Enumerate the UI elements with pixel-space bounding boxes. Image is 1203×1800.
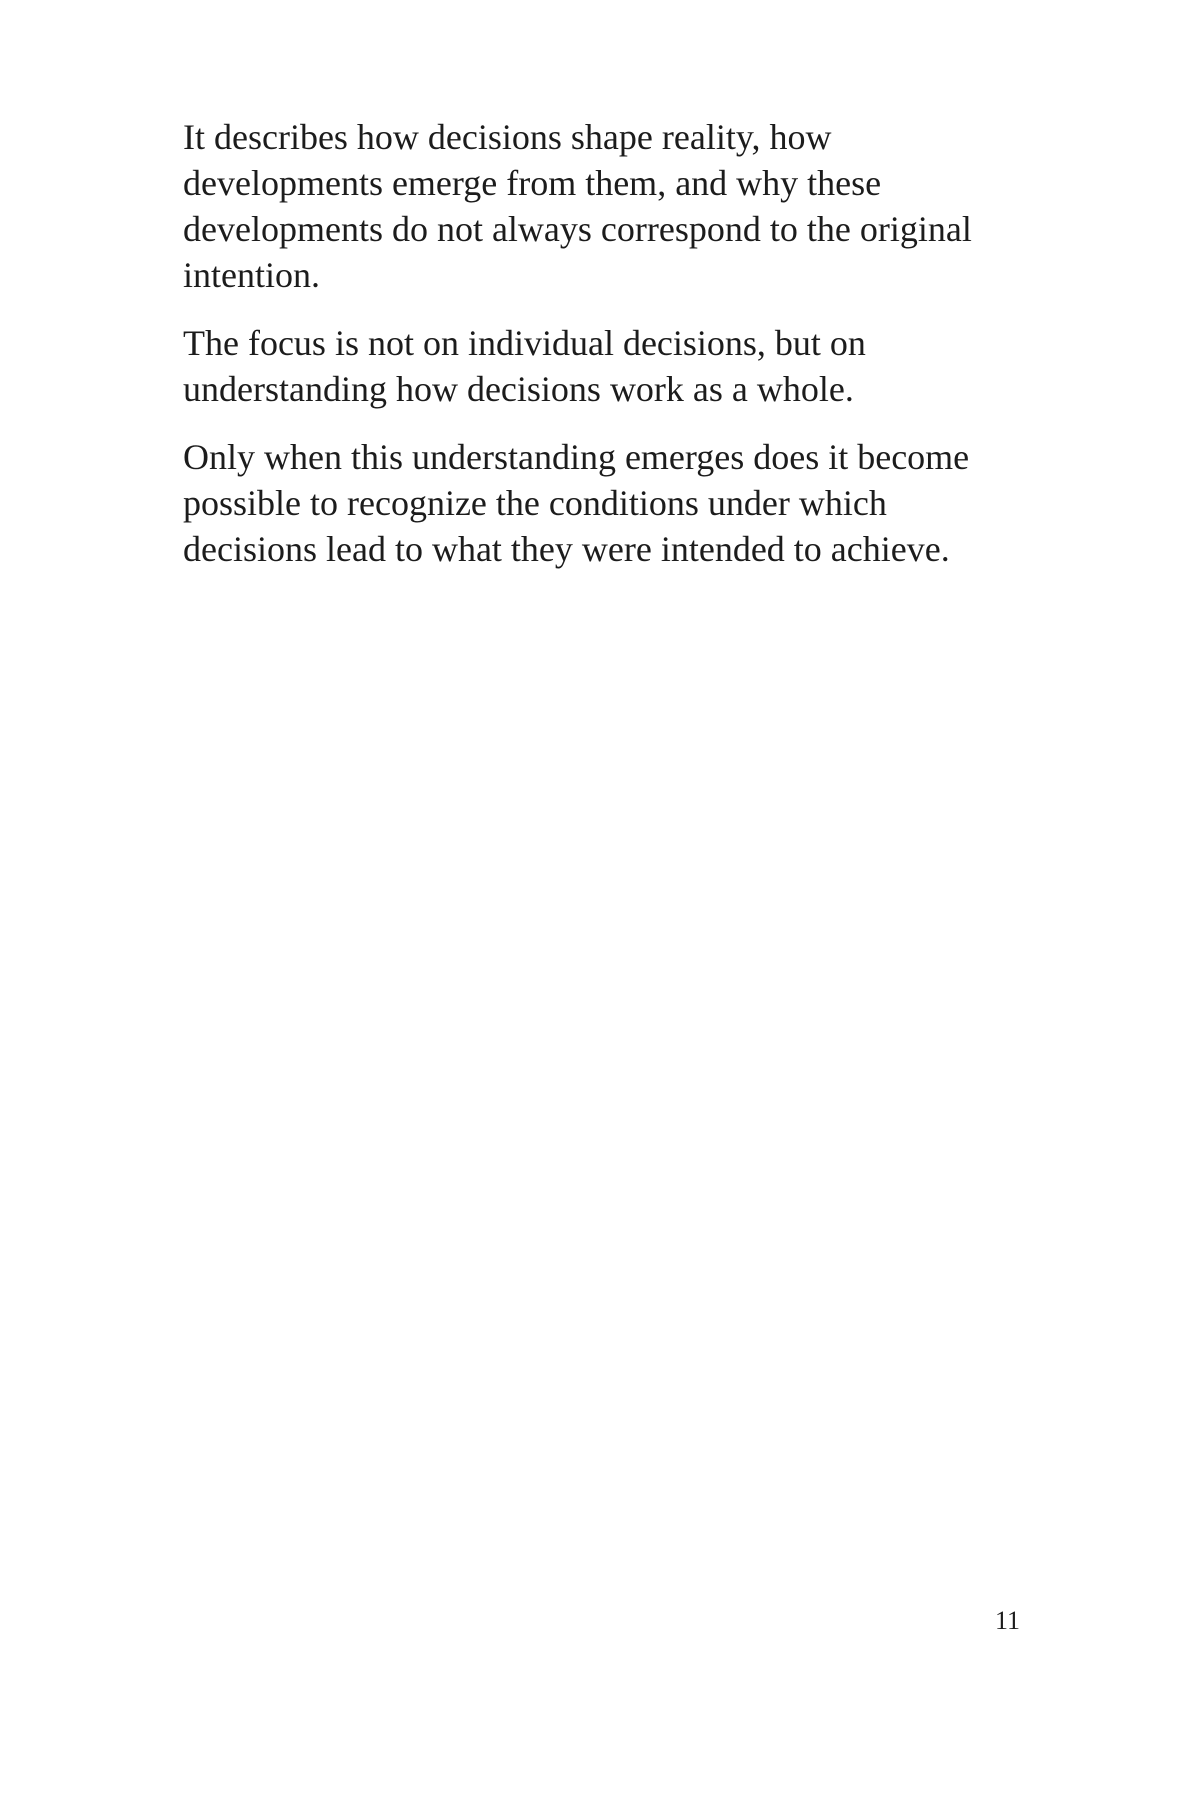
- paragraph-1: [183, 114, 1013, 298]
- body-text: [183, 114, 1013, 594]
- page-number: 11: [994, 1606, 1020, 1635]
- paragraph-line: developments emerge from them, and why these: [183, 163, 882, 203]
- paragraph-line: intention.: [183, 255, 320, 295]
- paragraph-line: decisions lead to what they were intended to achieve.: [183, 529, 950, 569]
- paragraph-line: Only when this understanding emerges does it become: [183, 437, 970, 477]
- paragraph-3: [183, 434, 1013, 572]
- paragraph-line: understanding how decisions work as a whole.: [183, 369, 854, 409]
- paragraph-2: [183, 320, 1013, 412]
- paragraph-line: It describes how decisions shape reality, how: [183, 117, 832, 157]
- paragraph-line: The focus is not on individual decisions, but on: [183, 323, 866, 363]
- paragraph-line: possible to recognize the conditions under which: [183, 483, 887, 523]
- paragraph-line: developments do not always correspond to the original: [183, 209, 972, 249]
